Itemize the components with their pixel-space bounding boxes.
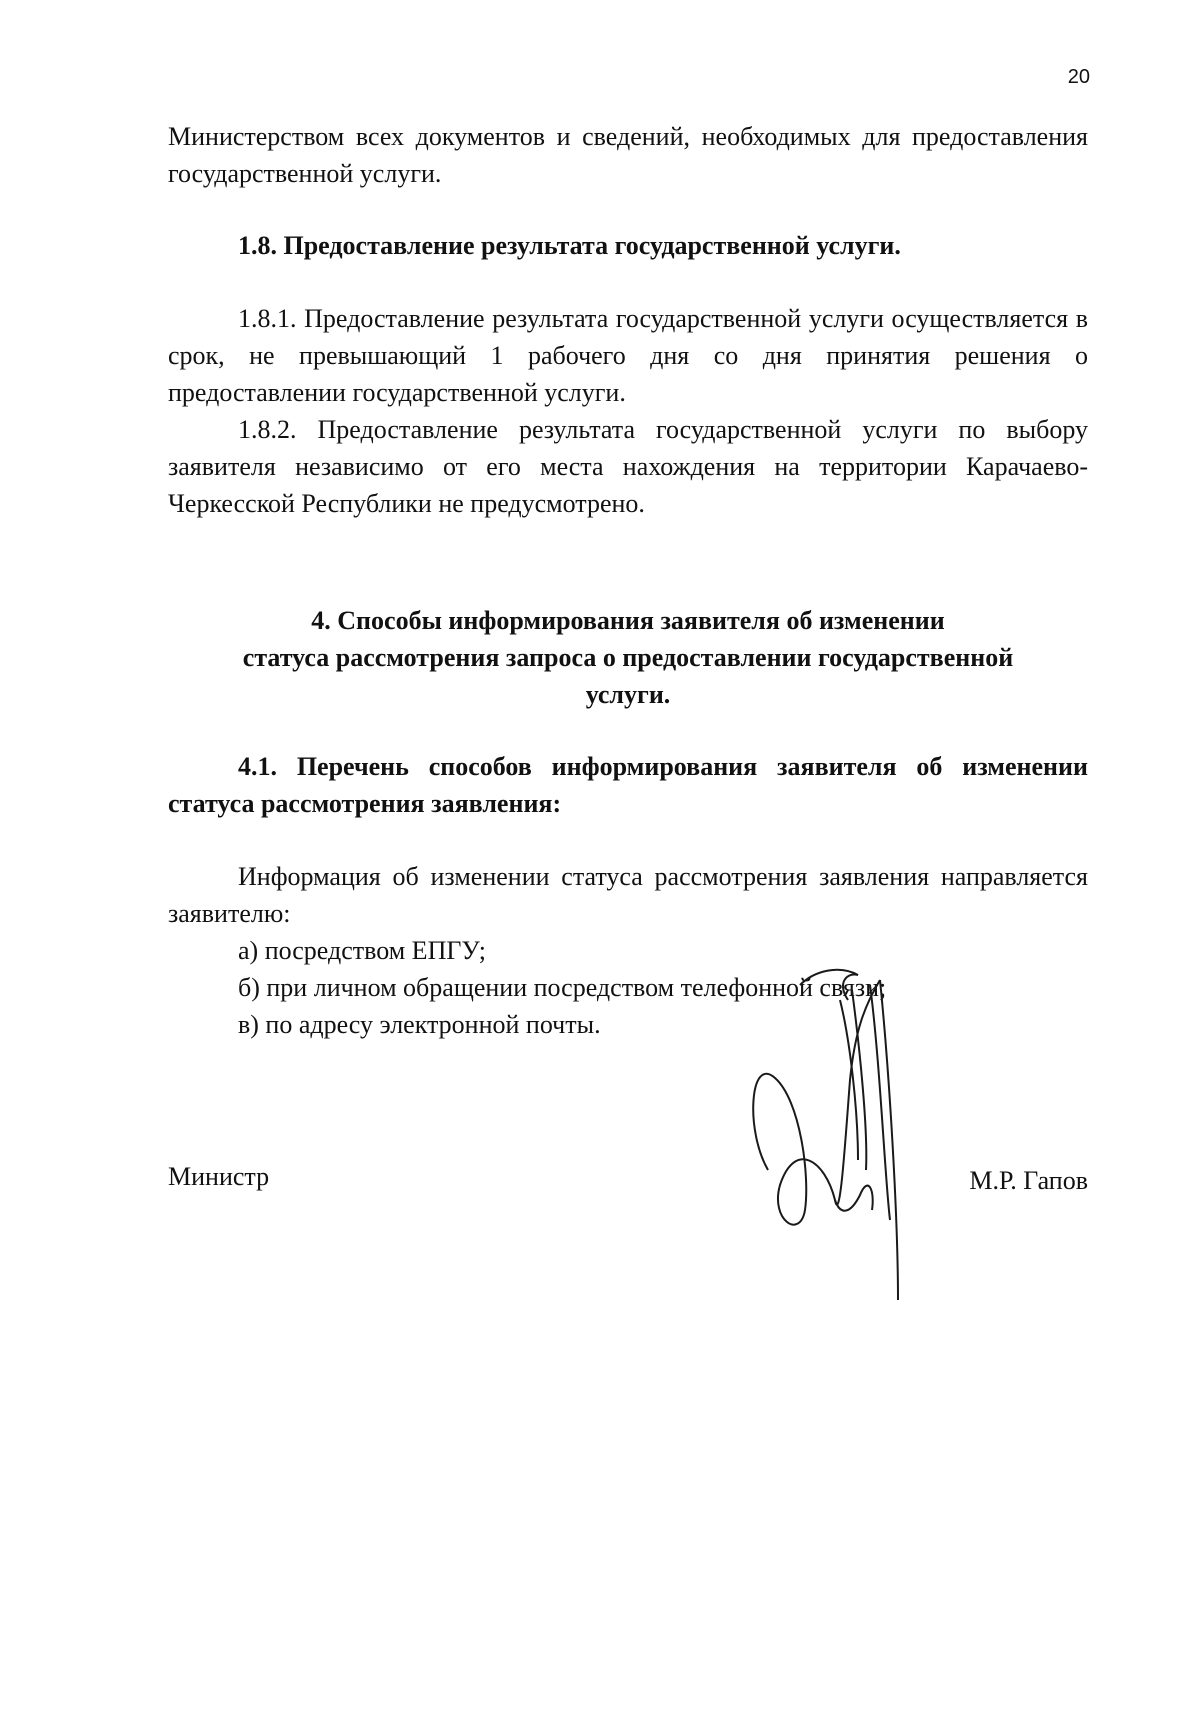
signature-stroke-verticals — [840, 980, 898, 1300]
signer-name: М.Р. Гапов — [969, 1166, 1088, 1195]
list-item-b: б) при личном обращении посредством телефонной связи; — [238, 973, 887, 1002]
section-4-title — [168, 602, 1088, 713]
section-4-title-line-3: услуги. — [585, 680, 671, 709]
section-4-1-heading: 4.1. Перечень способов информирования заявителя об изменении статуса рассмотрения заявления: — [168, 752, 1088, 818]
document-body — [168, 118, 1088, 1043]
signature-stroke-hook — [800, 970, 858, 1000]
section-4-title-line-1: 4. Способы информирования заявителя об изменении — [311, 606, 945, 635]
handwritten-signature-icon — [740, 960, 970, 1340]
intro-paragraph: Министерством всех документов и сведений, необходимых для предоставления государственной услуги. — [168, 122, 1088, 188]
list-item-a: а) посредством ЕПГУ; — [238, 936, 487, 965]
paragraph-1-8-1: 1.8.1. Предоставление результата государственной услуги осуществляется в срок, не превышающий 1 рабочего дня со дня принятия решения о предоставлении государственной услуги. — [168, 304, 1088, 407]
signer-title: Министр — [168, 1162, 270, 1191]
list-item-c: в) по адресу электронной почты. — [238, 1010, 601, 1039]
section-4-title-line-2: статуса рассмотрения запроса о предоставлении государственной — [242, 643, 1014, 672]
section-4-1-lead: Информация об изменении статуса рассмотрения заявления направляется заявителю: — [168, 862, 1088, 928]
page-number: 20 — [1067, 66, 1090, 88]
signature-stroke-loop — [753, 980, 880, 1225]
paragraph-1-8-2: 1.8.2. Предоставление результата государственной услуги по выбору заявителя независимо от его места нахождения на территории Карачаево-Черкесской Республики не предусмотрено. — [168, 415, 1088, 518]
section-1-8-heading: 1.8. Предоставление результата государственной услуги. — [238, 231, 901, 260]
